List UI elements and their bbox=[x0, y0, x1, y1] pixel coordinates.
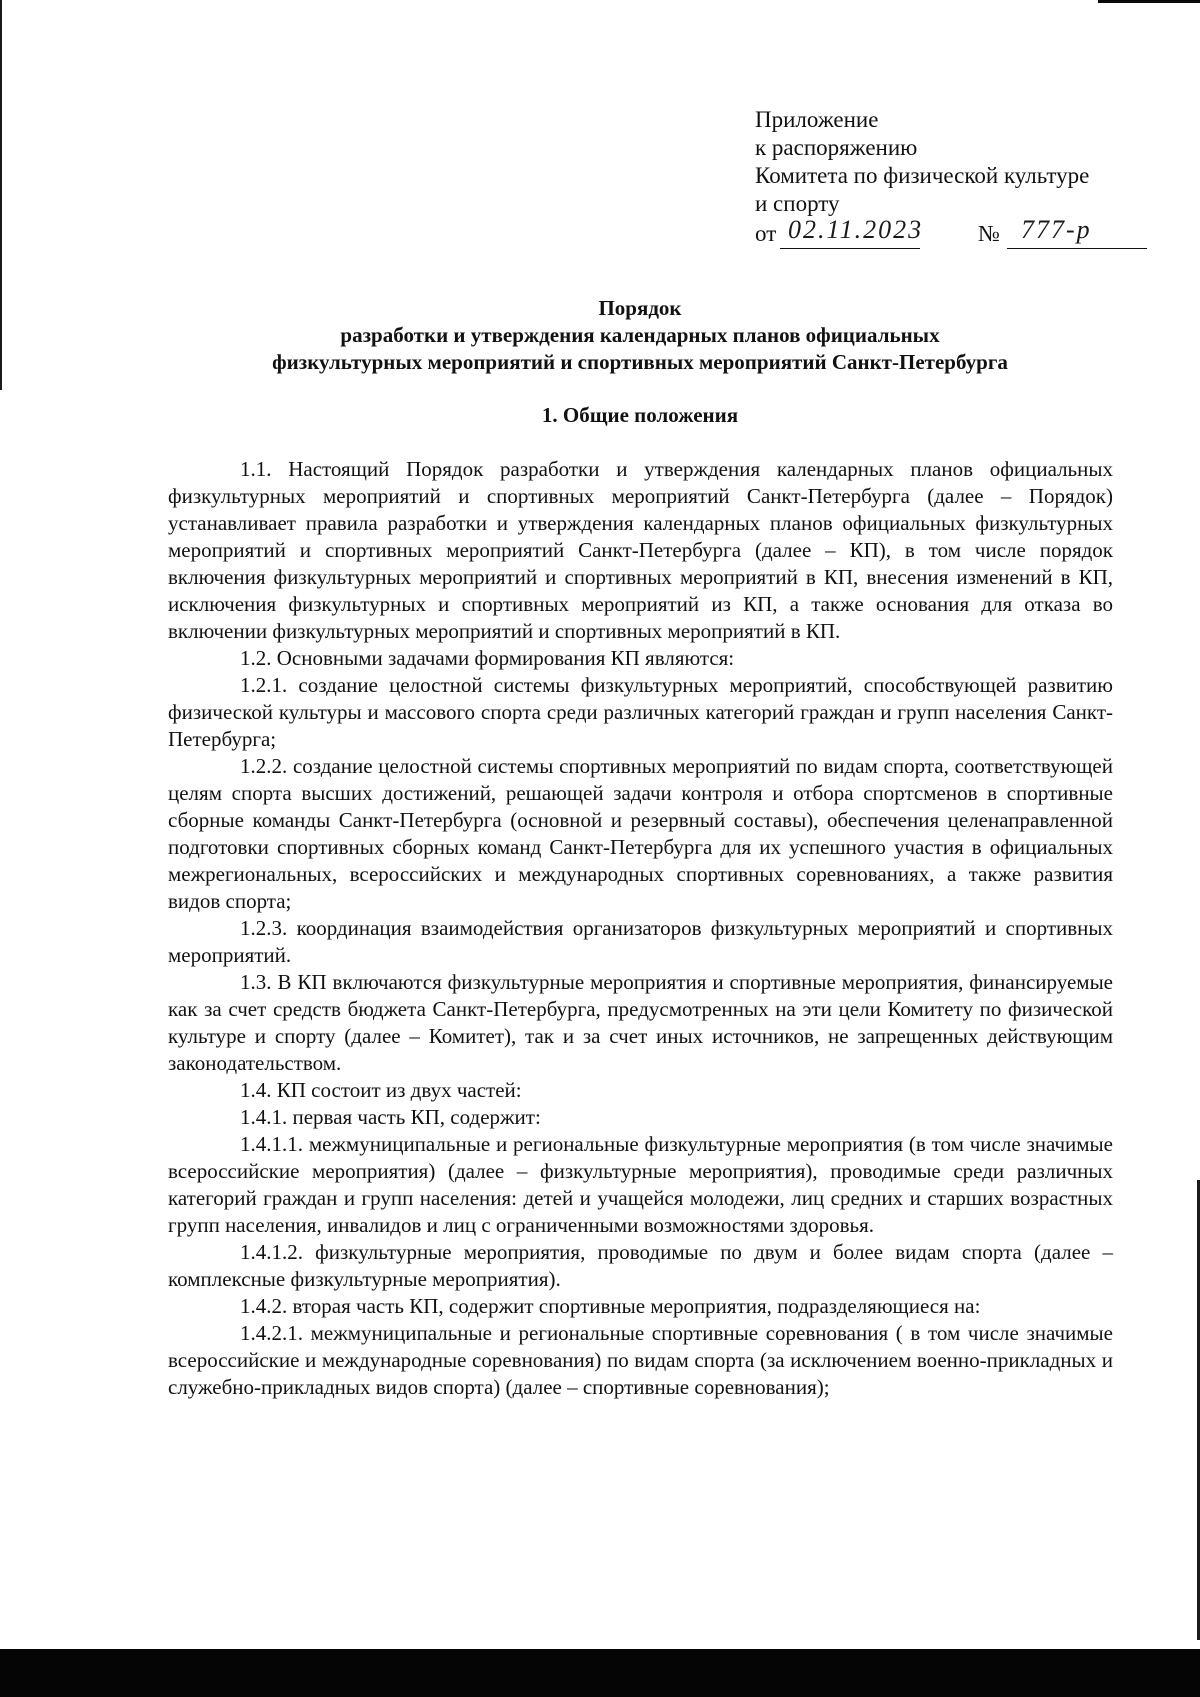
scan-edge-left bbox=[0, 0, 2, 390]
paragraph: 1.4.1.2. физкультурные мероприятия, проводимые по двум и более видам спорта (далее – комплексные физкультурные мероприятия). bbox=[168, 1240, 1113, 1291]
number-field bbox=[1007, 215, 1147, 249]
document-body bbox=[168, 456, 1113, 1401]
document-title bbox=[160, 295, 1120, 376]
paragraph: 1.1. Настоящий Порядок разработки и утверждения календарных планов официальных физкультурных мероприятий и спортивных мероприятий Санкт-Петербурга (далее – Порядок) устанавливает правила разработки и утверждения календарных планов официальных физкультурных мероприятий и спортивных мероприятий Санкт-Петербурга (далее – КП), в том числе порядок включения физкультурных мероприятий и спортивных мероприятий в КП, внесения изменений в КП, исключения физкультурных и спортивных мероприятий из КП, а также основания для отказа во включении физкультурных мероприятий и спортивных мероприятий в КП. bbox=[168, 457, 1113, 643]
paragraph: 1.4.1. первая часть КП, содержит: bbox=[240, 1105, 541, 1129]
approval-line-2: к распоряжению bbox=[755, 135, 918, 160]
scan-edge-top bbox=[1098, 0, 1200, 3]
paragraph: 1.2. Основными задачами формирования КП являются: bbox=[240, 646, 735, 670]
approval-block bbox=[755, 106, 1155, 252]
paragraph: 1.2.1. создание целостной системы физкультурных мероприятий, способствующей развитию физической культуры и массового спорта среди различных категорий граждан и групп населения Санкт-Петербурга; bbox=[168, 673, 1113, 751]
paragraph: 1.4.1.1. межмуниципальные и региональные физкультурные мероприятия (в том числе значимые всероссийские мероприятия) (далее – физкультурные мероприятия), проводимые среди различных категорий граждан и групп населения: детей и учащейся молодежи, лиц средних и старших возрастных групп населения, инвалидов и лиц с ограниченными возможностями здоровья. bbox=[168, 1132, 1113, 1237]
handwritten-number: 777-р bbox=[1021, 215, 1092, 244]
handwritten-date: 02.11.2023 bbox=[788, 215, 924, 244]
title-line-3: физкультурных мероприятий и спортивных мероприятий Санкт-Петербурга bbox=[272, 350, 1008, 374]
paragraph: 1.2.2. создание целостной системы спортивных мероприятий по видам спорта, соответствующей целям спорта высших достижений, решающей задачи контроля и отбора спортсменов в спортивные сборные команды Санкт-Петербурга (основной и резервный составы), обеспечения целенаправленной подготовки спортивных сборных команд Санкт-Петербурга для их успешного участия в официальных межрегиональных, всероссийских и международных спортивных соревнованиях, а также развития видов спорта; bbox=[168, 754, 1113, 913]
number-prefix: № bbox=[978, 221, 1000, 246]
title-line-1: Порядок bbox=[598, 296, 682, 320]
paragraph: 1.4. КП состоит из двух частей: bbox=[240, 1078, 522, 1102]
approval-line-1: Приложение bbox=[755, 107, 879, 132]
section-heading: 1. Общие положения bbox=[541, 403, 739, 427]
paragraph: 1.3. В КП включаются физкультурные мероприятия и спортивные мероприятия, финансируемые как за счет средств бюджета Санкт-Петербурга, предусмотренных на эти цели Комитету по физической культуре и спорту (далее – Комитет), так и за счет иных источников, не запрещенных действующим законодательством. bbox=[168, 970, 1113, 1075]
approval-line-4: и спорту bbox=[755, 191, 840, 216]
paragraph: 1.2.3. координация взаимодействия организаторов физкультурных мероприятий и спортивных мероприятий. bbox=[168, 916, 1113, 967]
approval-date-number-line bbox=[755, 215, 1155, 252]
title-line-2: разработки и утверждения календарных планов официальных bbox=[340, 323, 940, 347]
paragraph: 1.4.2.1. межмуниципальные и региональные спортивные соревнования ( в том числе значимые всероссийские и международные соревнования) по видам спорта (за исключением военно-прикладных и служебно-прикладных видов спорта) (далее – спортивные соревнования); bbox=[168, 1321, 1113, 1399]
paragraph: 1.4.2. вторая часть КП, содержит спортивные мероприятия, подразделяющиеся на: bbox=[240, 1294, 981, 1318]
approval-line-3: Комитета по физической культуре bbox=[755, 163, 1090, 188]
date-prefix: от bbox=[755, 221, 777, 246]
scan-edge-bottom bbox=[0, 1649, 1200, 1697]
date-field bbox=[780, 215, 924, 249]
